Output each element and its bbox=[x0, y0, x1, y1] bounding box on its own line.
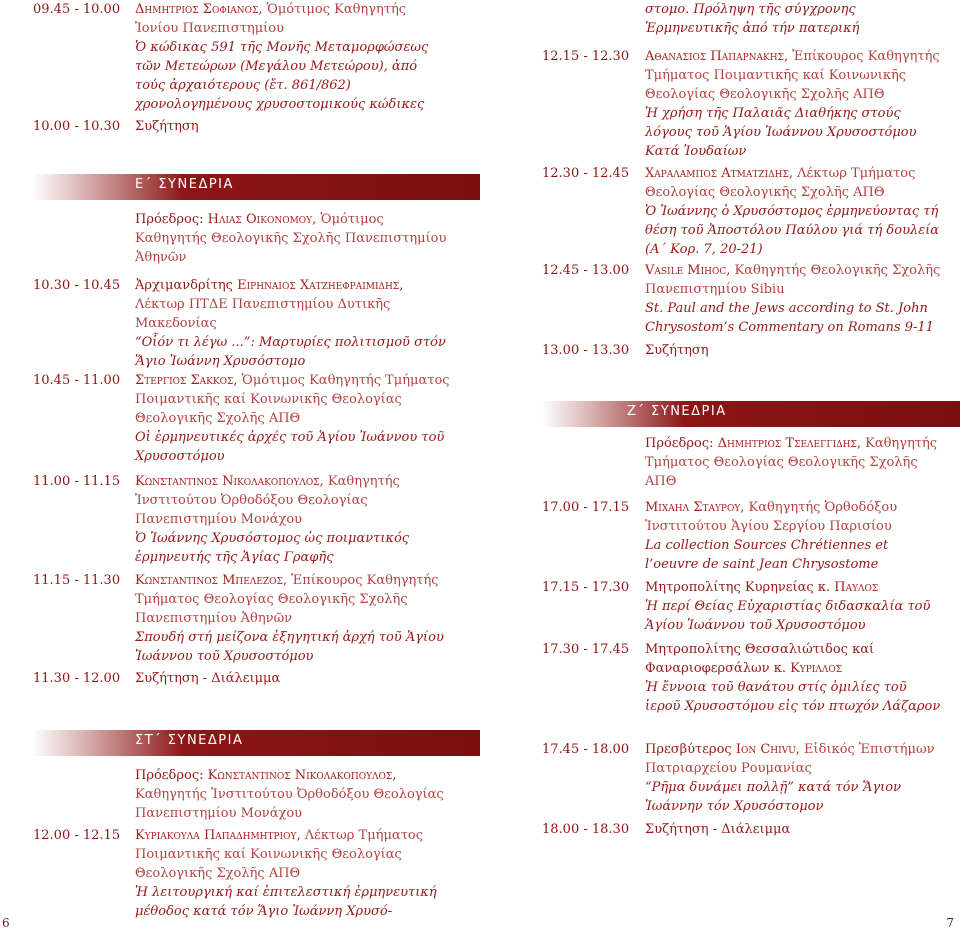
talk-title: Ὁ Ἰωάννης ὁ Χρυσόστομος ἑρμηνεύοντας τή θέση τοῦ Ἀποστόλου Παύλου γιά τή δουλεία (Α΄ Κορ. 7, 20-21) bbox=[645, 204, 940, 257]
session-title: Ζ΄ ΣΥΝΕΔΡΙΑ bbox=[627, 404, 727, 419]
entry-content bbox=[135, 669, 450, 688]
time-slot: 18.00 - 18.30 bbox=[542, 822, 630, 837]
entry-content bbox=[645, 578, 945, 635]
speaker-name: Κυριακουλα Παπαδημητριου, bbox=[135, 828, 301, 843]
speaker-affiliation: Ὁμότιμος Καθηγητής Ἰονίου Πανεπιστημίου bbox=[135, 2, 407, 36]
talk-title: Ἡ χρήση τῆς Παλαιᾶς Διαθήκης στούς λόγους τοῦ Ἁγίου Ἰωάννου Χρυσοστόμου Κατά Ἰουδαίων bbox=[645, 106, 917, 159]
chair-name: Δημητριος Τσελεγγιδης, bbox=[713, 436, 861, 451]
speaker-name: Δημητριος Σοφιανος, bbox=[135, 2, 263, 17]
speaker-rank: Ἀρχιμανδρίτης bbox=[135, 278, 233, 293]
time-slot: 12.00 - 12.15 bbox=[33, 828, 121, 843]
speaker-name: Ion Chivu, bbox=[731, 742, 800, 757]
discussion-label: Συζήτηση - Διάλειμμα bbox=[645, 822, 791, 837]
time-slot: 11.30 - 12.00 bbox=[33, 671, 121, 686]
speaker-affiliation: Λέκτωρ ΠΤΔΕ Πανεπιστημίου Δυτικῆς Μακεδονίας bbox=[135, 297, 391, 331]
talk-title: Σπουδή στή μείζονα ἐξηγητική ἀρχή τοῦ Ἁγίου Ἰωάννου τοῦ Χρυσοστόμου bbox=[135, 630, 444, 664]
time-slot: 13.00 - 13.30 bbox=[542, 343, 630, 358]
session-header-z bbox=[542, 401, 960, 427]
entry-content bbox=[135, 276, 450, 371]
speaker-affiliation: Λέκτωρ Τμήματος Θεολογίας Θεολογικῆς Σχολῆς ΑΠΘ bbox=[645, 166, 916, 200]
entry-content bbox=[135, 571, 450, 666]
speaker-affiliation: Καθηγητής Ἰνστιτούτου Ὀρθοδόξου Θεολογίας Πανεπιστημίου Μονάχου bbox=[135, 474, 400, 527]
discussion-label: Συζήτηση - Διάλειμμα bbox=[135, 671, 281, 686]
chair-lead: Πρόεδρος: bbox=[135, 768, 204, 783]
speaker-name: Vasile Mihoc, bbox=[645, 263, 731, 278]
speaker-affiliation: Ἐπίκουρος Καθηγητής Τμήματος Ποιμαντικῆς καί Κοινωνικῆς Θεολογίας Θεολογικῆς Σχολῆς ΑΠΘ bbox=[645, 49, 940, 102]
right-page bbox=[480, 0, 960, 934]
entry-content bbox=[645, 47, 945, 161]
talk-title: La collection Sources Chrétiennes et l’oeuvre de saint Jean Chrysostome bbox=[645, 538, 889, 572]
talk-title-continued: στομο. Πρόληψη τῆς σύγχρονης Ἑρμηνευτικῆς ἀπό τήν πατερική bbox=[645, 2, 860, 36]
speaker-affiliation: Λέκτωρ Τμήματος Ποιμαντικῆς καί Κοινωνικῆς Θεολογίας Θεολογικῆς Σχολῆς ΑΠΘ bbox=[135, 828, 423, 881]
time-slot: 11.00 - 11.15 bbox=[33, 474, 121, 489]
entry-content bbox=[645, 341, 945, 360]
time-slot: 17.00 - 17.15 bbox=[542, 500, 630, 515]
speaker-affiliation: Ὁμότιμος Καθηγητής Τμήματος Ποιμαντικῆς καί Κοινωνικῆς Θεολογίας Θεολογικῆς Σχολῆς ΑΠΘ bbox=[135, 373, 450, 426]
chair-name: Κωνσταντινος Νικολακοπουλος, bbox=[203, 768, 397, 783]
speaker-name: Μιχαηλ Σταυρου, bbox=[645, 500, 745, 515]
talk-title: Οἱ ἑρμηνευτικές ἀρχές τοῦ Ἁγίου Ἰωάννου τοῦ Χρυσοστόμου bbox=[135, 430, 445, 464]
time-slot: 11.15 - 11.30 bbox=[33, 573, 121, 588]
page-number: 7 bbox=[946, 916, 954, 930]
entry-content bbox=[135, 371, 450, 466]
speaker-name: Χαραλαμπος Ατματζιδης, bbox=[645, 166, 794, 181]
talk-title: St. Paul and the Jews according to St. John Chrysostom’s Commentary on Romans 9-11 bbox=[645, 301, 934, 335]
time-slot: 10.45 - 11.00 bbox=[33, 373, 121, 388]
speaker-name: Αθανασιος Παπαρνακης, bbox=[645, 49, 789, 64]
speaker-affiliation: Καθηγητής Θεολογικῆς Σχολῆς Πανεπιστημίου Sibiu bbox=[645, 263, 941, 297]
speaker-rank: Πρεσβύτερος bbox=[645, 742, 732, 757]
time-slot: 17.45 - 18.00 bbox=[542, 742, 630, 757]
discussion-label: Συζήτηση bbox=[645, 343, 709, 358]
chair-lead: Πρόεδρος: bbox=[645, 436, 714, 451]
session-header-st bbox=[32, 730, 480, 756]
session-header-e bbox=[32, 174, 480, 200]
session-title: ΣΤ΄ ΣΥΝΕΔΡΙΑ bbox=[135, 733, 244, 748]
chair-affiliation: Καθηγητής Τμήματος Θεολογίας Θεολογικῆς Σχολῆς ΑΠΘ bbox=[645, 436, 938, 489]
speaker-affiliation: Εἰδικός Ἐπιστήμων Πατριαρχείου Ρουμανίας bbox=[645, 742, 935, 776]
entry-content bbox=[645, 498, 945, 574]
entry-content bbox=[135, 472, 450, 567]
entry-content bbox=[645, 0, 945, 38]
entry-content bbox=[645, 740, 945, 816]
chair-lead: Πρόεδρος: bbox=[135, 212, 204, 227]
speaker-name: Στεργιος Σακκος, bbox=[135, 373, 238, 388]
entry-content bbox=[645, 640, 945, 716]
time-slot: 12.45 - 13.00 bbox=[542, 263, 630, 278]
time-slot: 10.30 - 10.45 bbox=[33, 278, 121, 293]
entry-content bbox=[135, 826, 450, 921]
talk-title: Ἡ ἔννοια τοῦ θανάτου στίς ὁμιλίες τοῦ ἱεροῦ Χρυσοστόμου εἰς τόν πτωχόν Λάζαρον bbox=[645, 680, 941, 714]
entry-content bbox=[645, 820, 945, 839]
speaker-affiliation: Καθηγητής Ὀρθοδόξου Ἰνστιτούτου Ἁγίου Σεργίου Παρισίου bbox=[645, 500, 898, 534]
talk-title: Ὁ Ἰωάννης Χρυσόστομος ὡς ποιμαντικός ἑρμηνευτής τῆς Ἁγίας Γραφῆς bbox=[135, 531, 410, 565]
entry-content bbox=[135, 0, 450, 114]
speaker-name: Κωνσταντινος Μπελεζος, bbox=[135, 573, 288, 588]
time-slot: 10.00 - 10.30 bbox=[33, 119, 121, 134]
speaker-name: Παυλος bbox=[830, 580, 879, 595]
talk-title: Ὁ κώδικας 591 τῆς Μονῆς Μεταμορφώσεως τῶν Μετεώρων (Μεγάλου Μετεώρου), ἀπό τούς ἀρχαιότερους (ἔτ. 861/862) χρονολογημένους χρυσοστομικούς κώδικες bbox=[135, 40, 429, 112]
talk-title: “Οἷόν τι λέγω ...”: Μαρτυρίες πολιτισμοῦ στόν Ἅγιο Ἰωάννη Χρυσόστομο bbox=[135, 335, 446, 369]
discussion-label: Συζήτηση bbox=[135, 119, 199, 134]
time-slot: 17.30 - 17.45 bbox=[542, 642, 630, 657]
speaker-name: Κωνσταντινος Νικολακοπουλος, bbox=[135, 474, 324, 489]
talk-title: Ἡ περί Θείας Εὐχαριστίας διδασκαλία τοῦ Ἁγίου Ἰωάννου τοῦ Χρυσοστόμου bbox=[645, 599, 931, 633]
chair-affiliation: Ὁμότιμος Καθηγητής Θεολογικῆς Σχολῆς Πανεπιστημίου Ἀθηνῶν bbox=[135, 212, 447, 265]
entry-content bbox=[135, 117, 450, 136]
speaker-rank: Μητροπολίτης Κυρηνείας κ. bbox=[645, 580, 831, 595]
page-number: 6 bbox=[2, 916, 10, 930]
time-slot: 09.45 - 10.00 bbox=[33, 2, 121, 17]
speaker-affiliation: Ἐπίκουρος Καθηγητής Τμήματος Θεολογίας Θεολογικῆς Σχολῆς Πανεπιστημίου Ἀθηνῶν bbox=[135, 573, 439, 626]
chair-name: Ηλιας Οικονομου, bbox=[203, 212, 317, 227]
time-slot: 12.30 - 12.45 bbox=[542, 166, 630, 181]
session-title: Ε΄ ΣΥΝΕΔΡΙΑ bbox=[135, 177, 234, 192]
speaker-rank: Μητροπολίτης Θεσσαλιώτιδος καί Φαναριοφερσάλων κ. bbox=[645, 642, 875, 676]
talk-title: Ἡ λειτουργική καί ἐπιτελεστική ἑρμηνευτική μέθοδος κατά τόν Ἅγιο Ἰωάννη Χρυσό- bbox=[135, 885, 437, 919]
chair-content bbox=[135, 210, 450, 267]
time-slot: 17.15 - 17.30 bbox=[542, 580, 630, 595]
speaker-name: Ειρηναιος Χατζηεφραιμιδης, bbox=[232, 278, 404, 293]
talk-title: “Ρῆμα δυνάμει πολλῇ” κατά τόν Ἅγιον Ἰωάννην τόν Χρυσόστομον bbox=[645, 780, 902, 814]
entry-content bbox=[645, 164, 945, 259]
chair-affiliation: Καθηγητής Ἰνστιτούτου Ὀρθοδόξου Θεολογίας Πανεπιστημίου Μονάχου bbox=[135, 787, 444, 821]
speaker-name: Κυριλλος bbox=[785, 661, 843, 676]
entry-content bbox=[645, 261, 945, 337]
time-slot: 12.15 - 12.30 bbox=[542, 49, 630, 64]
chair-content bbox=[645, 434, 945, 491]
chair-content bbox=[135, 766, 450, 823]
